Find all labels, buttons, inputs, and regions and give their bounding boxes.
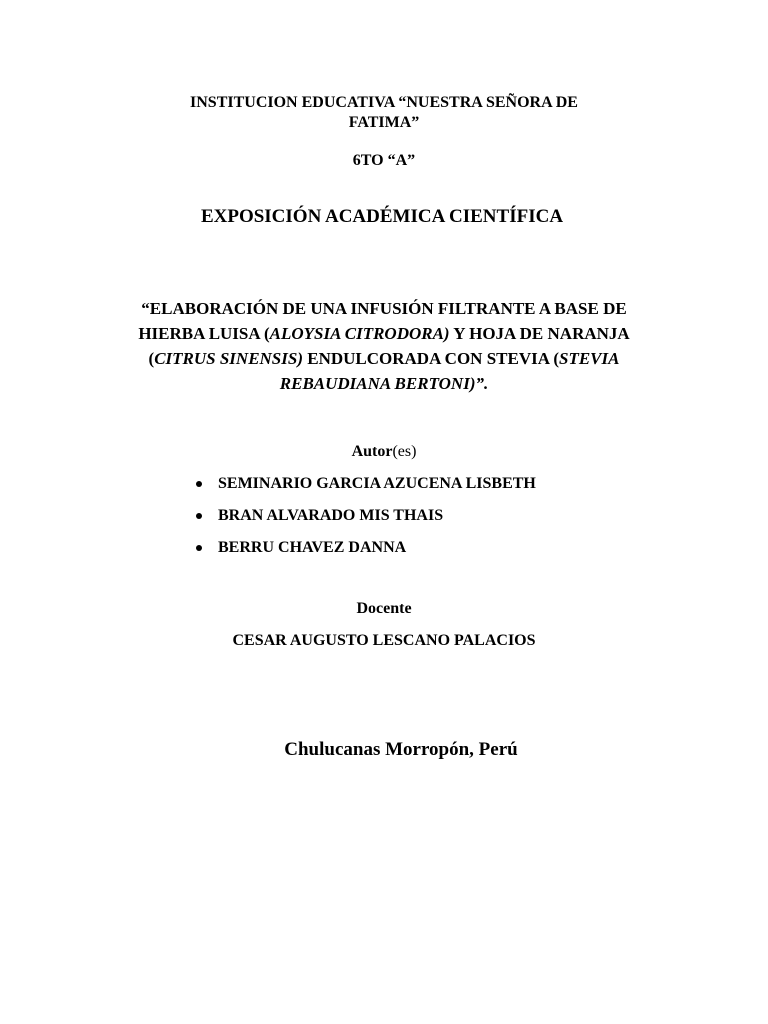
title-text: “ELABORACIÓN DE UNA INFUSIÓN FILTRANTE A BASE DE <box>141 299 627 318</box>
scientific-name: ALOYSIA CITRODORA) <box>269 324 450 343</box>
title-text: ( <box>148 349 155 368</box>
scientific-name: STEVIA <box>558 349 620 368</box>
author-name: BRAN ALVARADO MIS THAIS <box>218 507 444 524</box>
list-item <box>196 537 536 569</box>
project-title-line-1 <box>118 296 650 321</box>
institution-name <box>150 93 618 133</box>
project-title <box>118 296 650 396</box>
institution-line-2: FATIMA” <box>348 114 420 131</box>
title-text: ENDULCORADA CON STEVIA ( <box>303 349 559 368</box>
bullet-icon <box>196 513 202 519</box>
authors-label-main: Autor <box>351 443 393 460</box>
teacher-name: CESAR AUGUSTO LESCANO PALACIOS <box>232 632 536 649</box>
author-name: BERRU CHAVEZ DANNA <box>218 539 407 556</box>
authors-label <box>0 442 768 462</box>
grade-section: 6TO “A” <box>352 152 416 169</box>
list-item <box>196 473 536 505</box>
list-item <box>196 505 536 537</box>
authors-list <box>196 473 536 569</box>
project-title-line-3 <box>118 346 650 371</box>
bullet-icon <box>196 545 202 551</box>
authors-label-suffix: (es) <box>392 443 417 460</box>
project-title-line-4 <box>118 371 650 396</box>
title-text: Y HOJA DE NARANJA <box>449 324 630 343</box>
author-name: SEMINARIO GARCIA AZUCENA LISBETH <box>218 475 536 492</box>
event-title: EXPOSICIÓN ACADÉMICA CIENTÍFICA <box>200 206 564 227</box>
institution-line-1: INSTITUCION EDUCATIVA “NUESTRA SEÑORA DE <box>190 94 578 111</box>
teacher-label: Docente <box>356 600 412 617</box>
bullet-icon <box>196 481 202 487</box>
scientific-name: CITRUS SINENSIS) <box>154 349 303 368</box>
project-title-line-2 <box>118 321 650 346</box>
scientific-name: REBAUDIANA BERTONI)”. <box>279 374 489 393</box>
place-location: Chulucanas Morropón, Perú <box>284 739 518 760</box>
title-text: HIERBA LUISA ( <box>138 324 270 343</box>
